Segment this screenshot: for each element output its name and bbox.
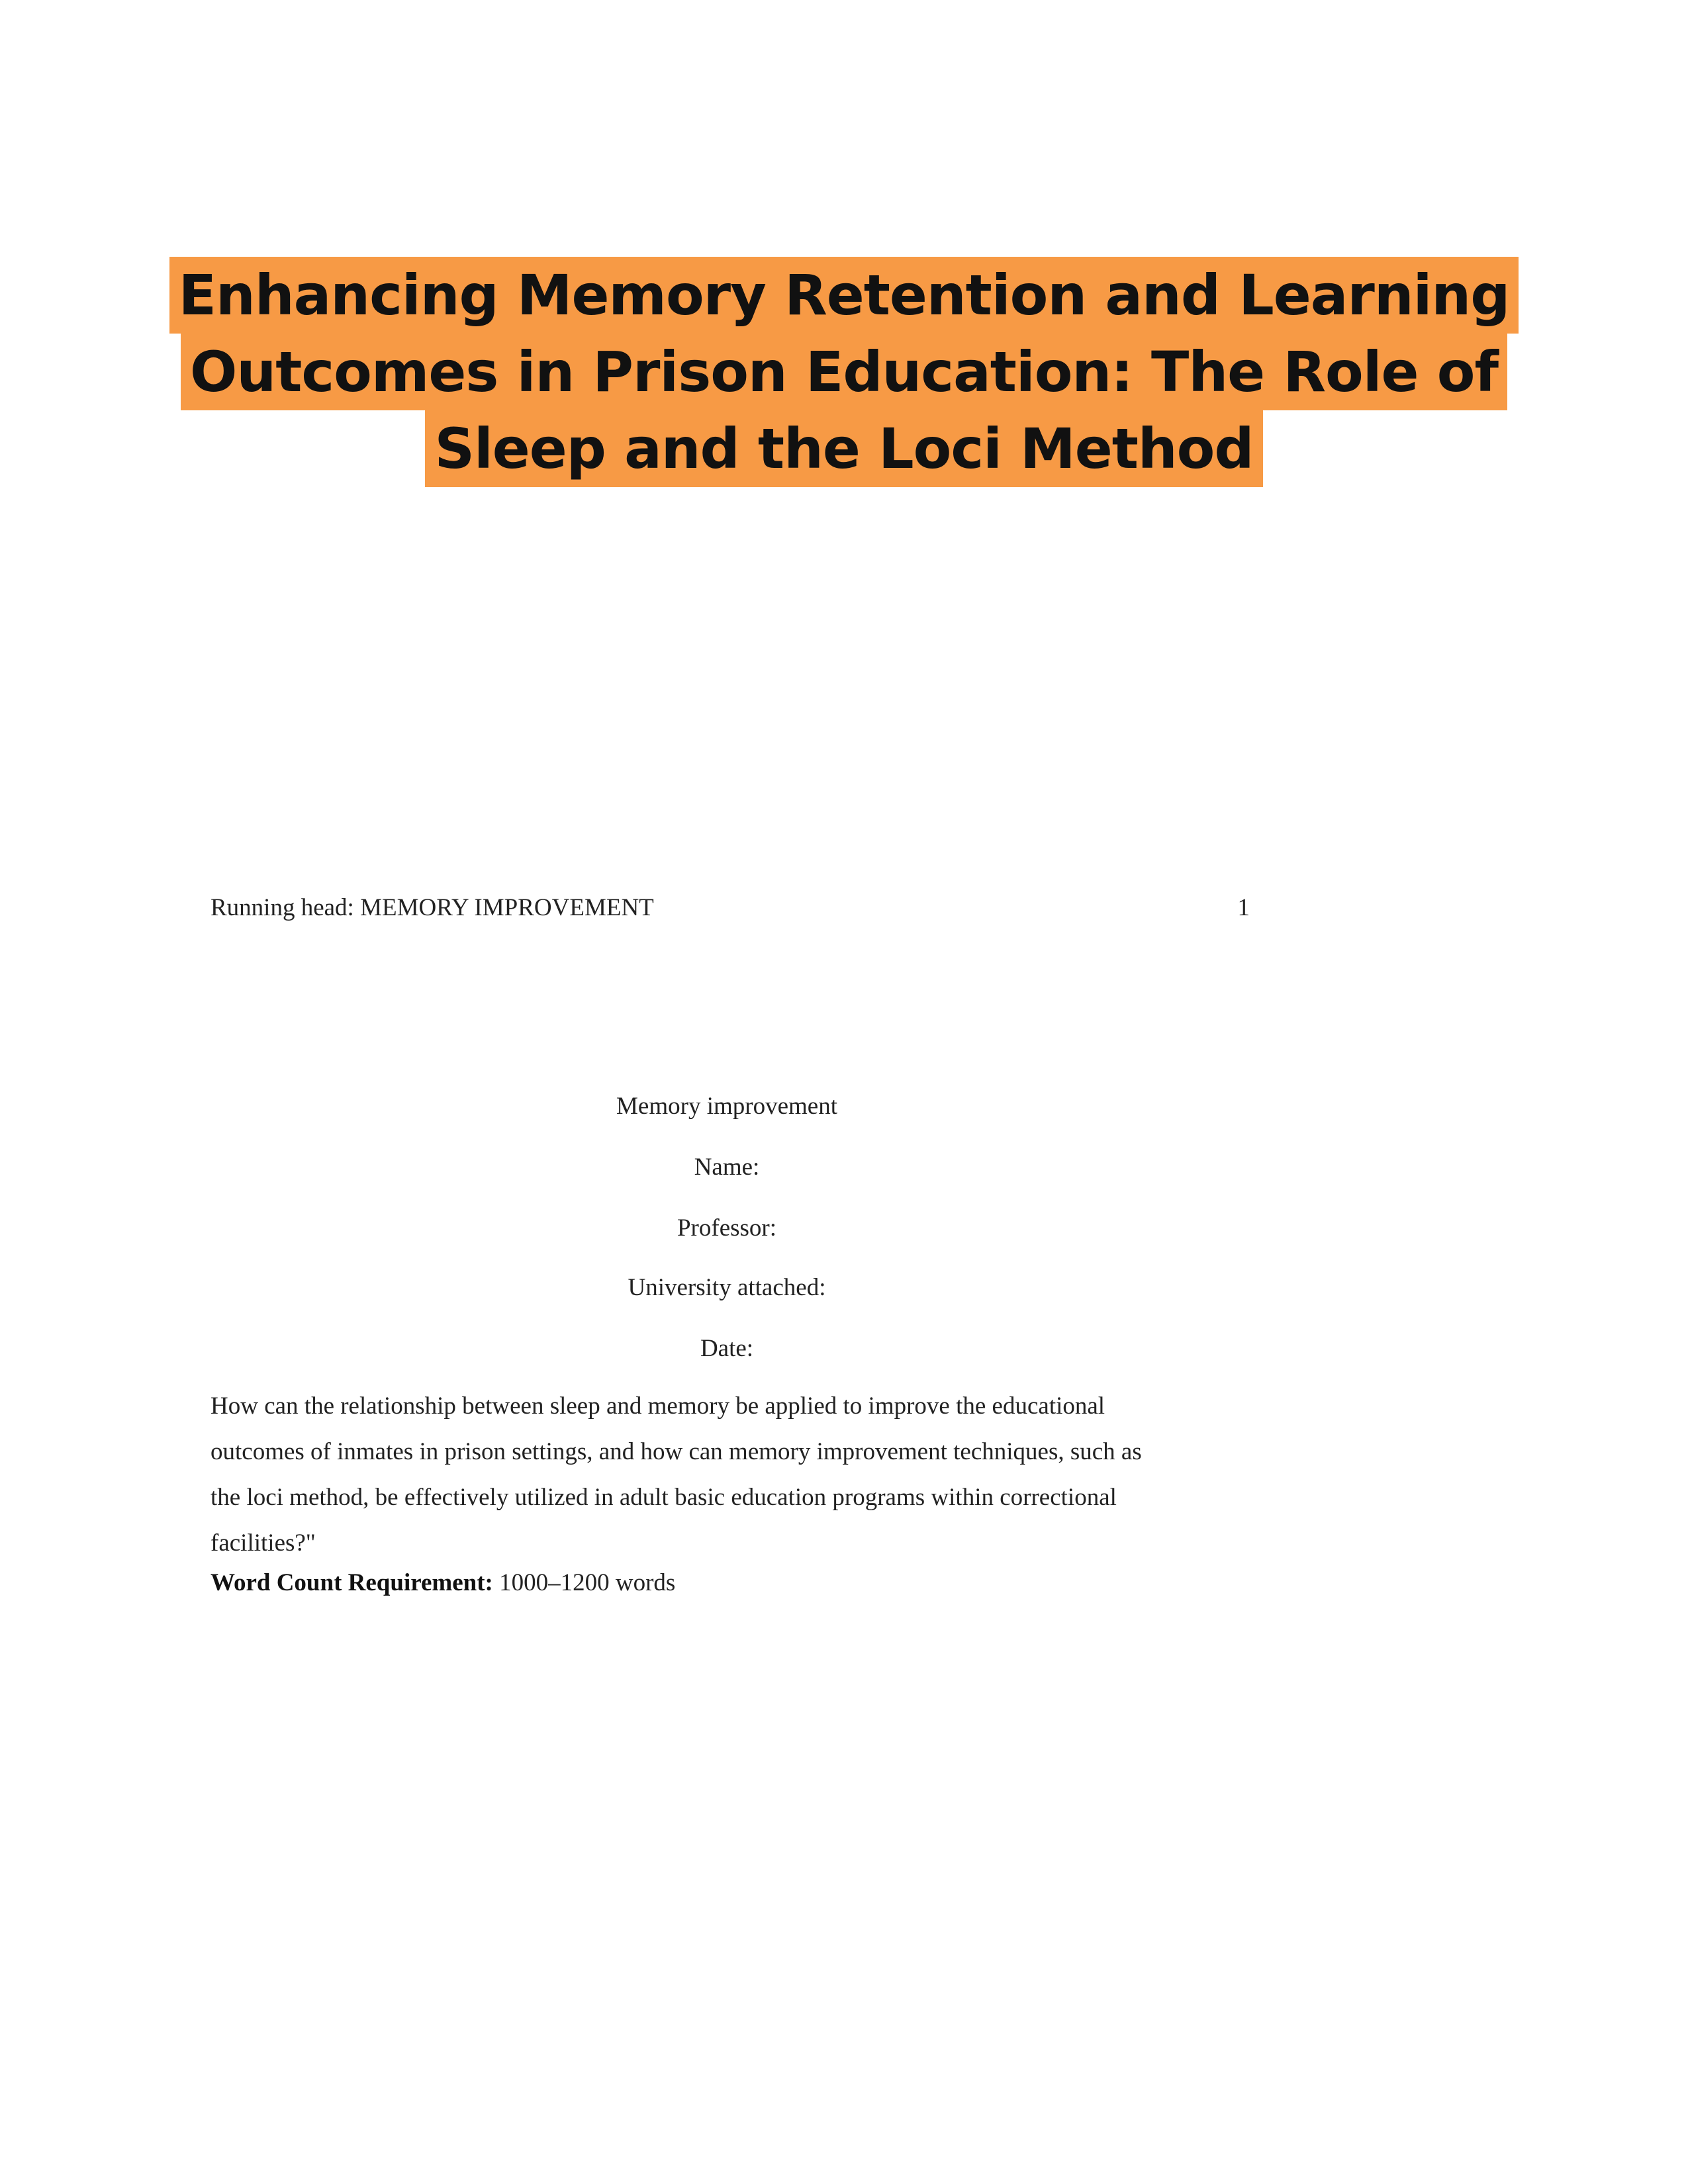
- question-line: facilities?": [211, 1529, 316, 1557]
- word-count-requirement: [211, 1569, 675, 1597]
- professor-label: Professor:: [677, 1214, 777, 1242]
- date-label: Date:: [700, 1335, 754, 1362]
- university-label: University attached:: [628, 1274, 826, 1301]
- highlighted-title: [0, 257, 1688, 487]
- question-line: How can the relationship between sleep and memory be applied to improve the educational: [211, 1392, 1105, 1420]
- research-question: [211, 1383, 1243, 1566]
- title-line-1: Enhancing Memory Retention and Learning: [169, 257, 1519, 334]
- word-count-value: 1000–1200 words: [499, 1569, 676, 1596]
- page-number: 1: [1237, 894, 1250, 921]
- title-line-3: Sleep and the Loci Method: [425, 410, 1262, 487]
- running-head: Running head: MEMORY IMPROVEMENT: [211, 894, 654, 921]
- paper-title: Memory improvement: [616, 1093, 837, 1120]
- name-label: Name:: [694, 1154, 760, 1181]
- word-count-label: Word Count Requirement:: [211, 1569, 493, 1596]
- question-line: the loci method, be effectively utilized in adult basic education programs within correctional: [211, 1484, 1117, 1511]
- question-line: outcomes of inmates in prison settings, and how can memory improvement techniques, such as: [211, 1438, 1142, 1465]
- title-line-2: Outcomes in Prison Education: The Role of: [181, 334, 1507, 410]
